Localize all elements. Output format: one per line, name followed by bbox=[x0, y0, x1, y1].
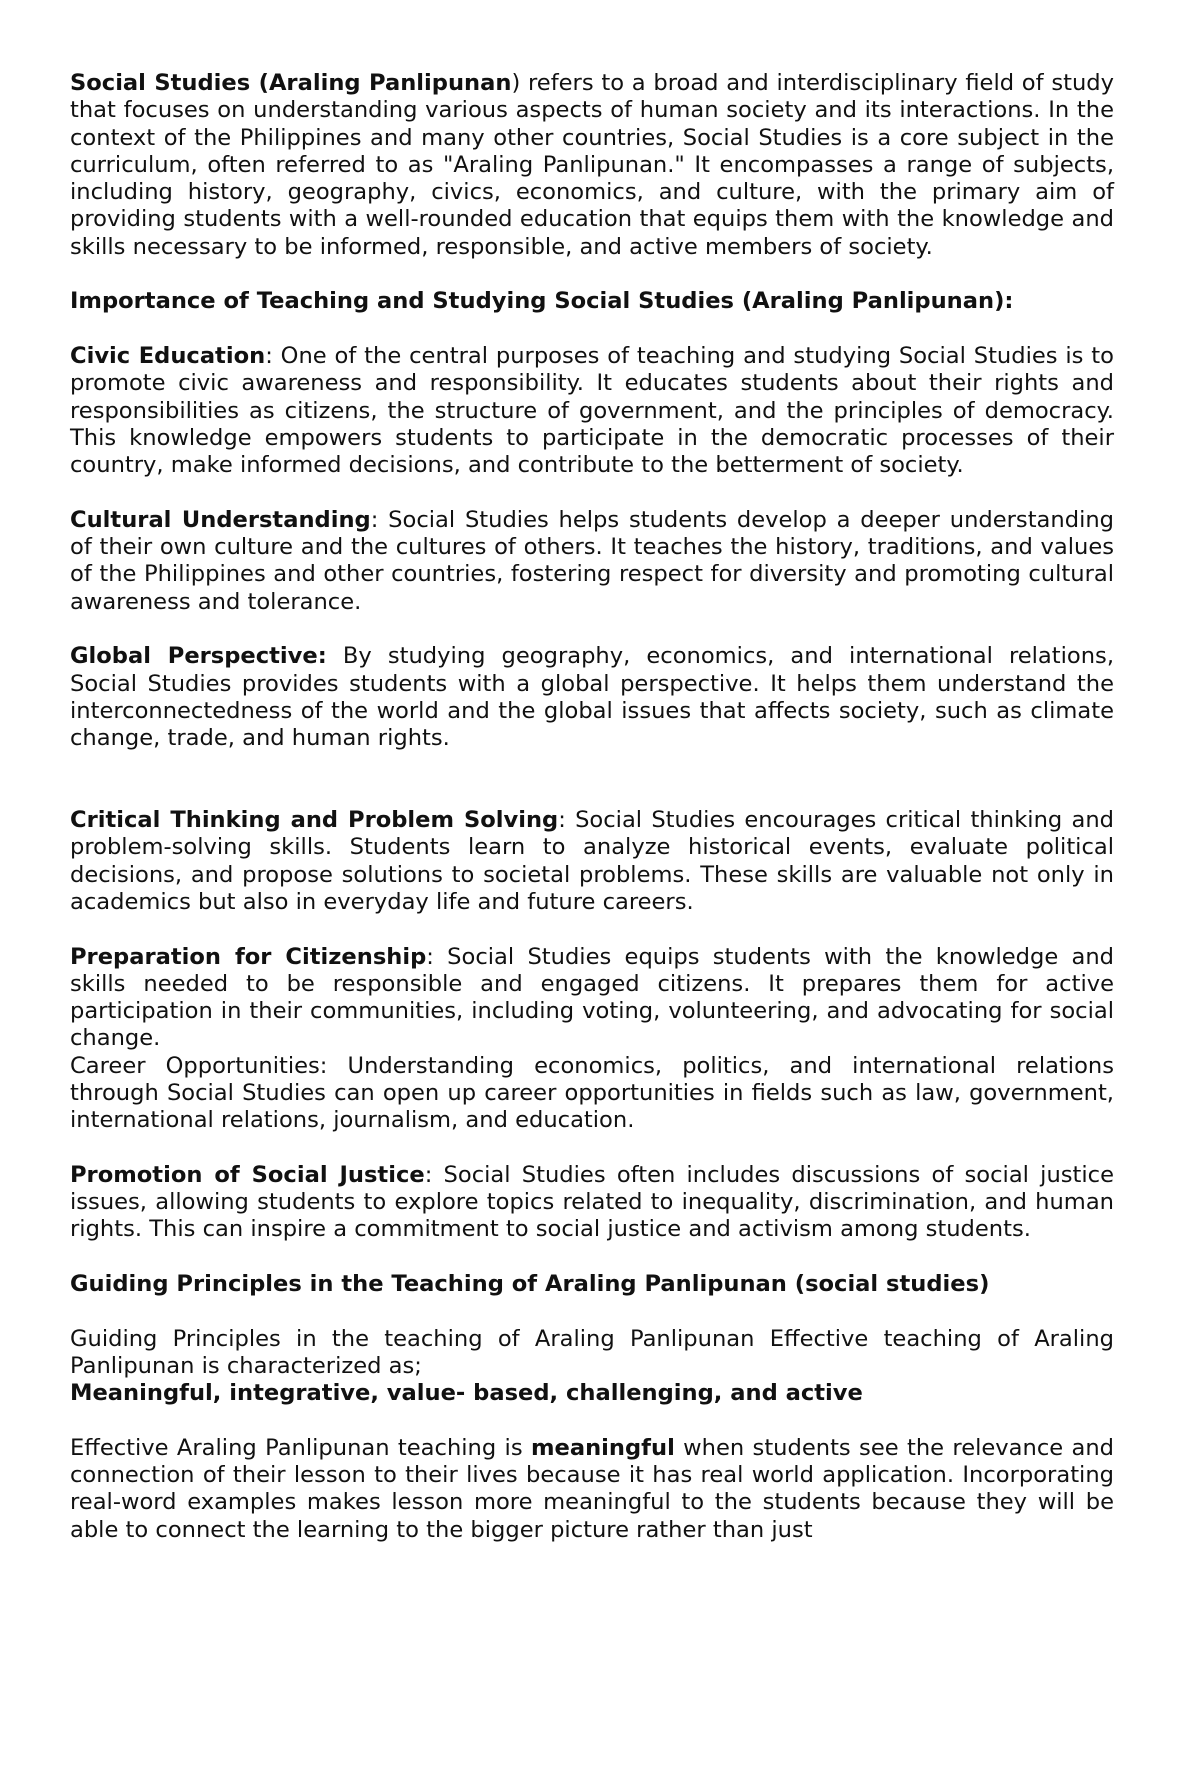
intro-text: ) refers to a broad and interdisciplinary field of study that focuses on understanding various aspects of human society and its interactions. In the context of the Philippines and many other countries, Social Studies is a core subject in the curriculum, often referred to as "Araling Panlipunan." It encompasses a range of subjects, including history, geography, civics, economics, and culture, with the primary aim of providing students with a well-rounded education that equips them with the knowledge and skills necessary to be informed, responsible, and active members of society. bbox=[70, 70, 1114, 260]
guiding-heading-text: Guiding Principles in the Teaching of Araling Panlipunan (social studies) bbox=[70, 1271, 990, 1298]
meaningful-before: Effective Araling Panlipunan teaching is bbox=[70, 1434, 531, 1461]
global-paragraph bbox=[70, 643, 1114, 752]
civic-term: Civic Education bbox=[70, 342, 266, 369]
global-term: Global Perspective: bbox=[70, 643, 327, 670]
importance-heading bbox=[70, 288, 1114, 315]
meaningful-term: meaningful bbox=[530, 1434, 675, 1461]
guiding-heading bbox=[70, 1271, 1114, 1298]
meaningful-paragraph bbox=[70, 1435, 1114, 1544]
justice-paragraph bbox=[70, 1162, 1114, 1244]
cultural-text: : Social Studies helps students develop a deeper understanding of their own culture and the cultures of others. It teaches the history, traditions, and values of the Philippines and other countries, fostering respect for diversity and promoting cultural awareness and tolerance. bbox=[70, 506, 1115, 615]
career-paragraph bbox=[70, 1053, 1114, 1135]
intro-paragraph bbox=[70, 70, 1114, 261]
document-page bbox=[70, 70, 1114, 1544]
citizenship-text: : Social Studies equips students with the knowledge and skills needed to be responsible and engaged citizens. It prepares them for active participation in their communities, including voting, volunteering, and advocating for social change. bbox=[70, 943, 1115, 1052]
civic-text: : One of the central purposes of teaching and studying Social Studies is to promote civic awareness and responsibility. It educates students about their rights and responsibilities as citizens, the structure of government, and the principles of democracy. This knowledge empowers students to participate in the democratic processes of their country, make informed decisions, and contribute to the betterment of society. bbox=[70, 342, 1114, 479]
guiding-bold-line bbox=[70, 1380, 1114, 1407]
citizenship-paragraph bbox=[70, 944, 1114, 1053]
guiding-bold-text: Meaningful, integrative, value- based, challenging, and active bbox=[70, 1380, 863, 1407]
intro-term: Social Studies (Araling Panlipunan bbox=[70, 70, 512, 96]
critical-paragraph bbox=[70, 807, 1114, 916]
guiding-text: Guiding Principles in the teaching of Araling Panlipunan Effective teaching of Araling Panlipunan is characterized as; bbox=[70, 1325, 1114, 1379]
global-text: By studying geography, economics, and international relations, Social Studies provides students with a global perspective. It helps them understand the interconnectedness of the world and the global issues that affects society, such as climate change, trade, and human rights. bbox=[70, 643, 1114, 752]
justice-term: Promotion of Social Justice bbox=[70, 1161, 425, 1188]
critical-term: Critical Thinking and Problem Solving bbox=[70, 807, 559, 834]
guiding-paragraph bbox=[70, 1326, 1114, 1381]
critical-text: : Social Studies encourages critical thinking and problem-solving skills. Students learn to analyze historical events, evaluate political decisions, and propose solutions to societal problems. These skills are valuable not only in academics but also in everyday life and future careers. bbox=[70, 807, 1114, 915]
career-text: Career Opportunities: Understanding economics, politics, and international relations through Social Studies can open up career opportunities in fields such as law, government, international relations, journalism, and education. bbox=[70, 1052, 1114, 1134]
civic-paragraph bbox=[70, 343, 1114, 479]
cultural-paragraph bbox=[70, 507, 1114, 616]
justice-text: : Social Studies often includes discussions of social justice issues, allowing students to explore topics related to inequality, discrimination, and human rights. This can inspire a commitment to social justice and activism among students. bbox=[70, 1161, 1115, 1243]
citizenship-term: Preparation for Citizenship bbox=[70, 943, 427, 970]
importance-heading-text: Importance of Teaching and Studying Social Studies (Araling Panlipunan): bbox=[70, 288, 1014, 315]
meaningful-after: when students see the relevance and connection of their lesson to their lives because it has real world application. Incorporating real-word examples makes lesson more meaningful to the students because they will be able to connect the learning to the bigger picture rather than just bbox=[70, 1434, 1114, 1543]
cultural-term: Cultural Understanding bbox=[70, 506, 371, 533]
